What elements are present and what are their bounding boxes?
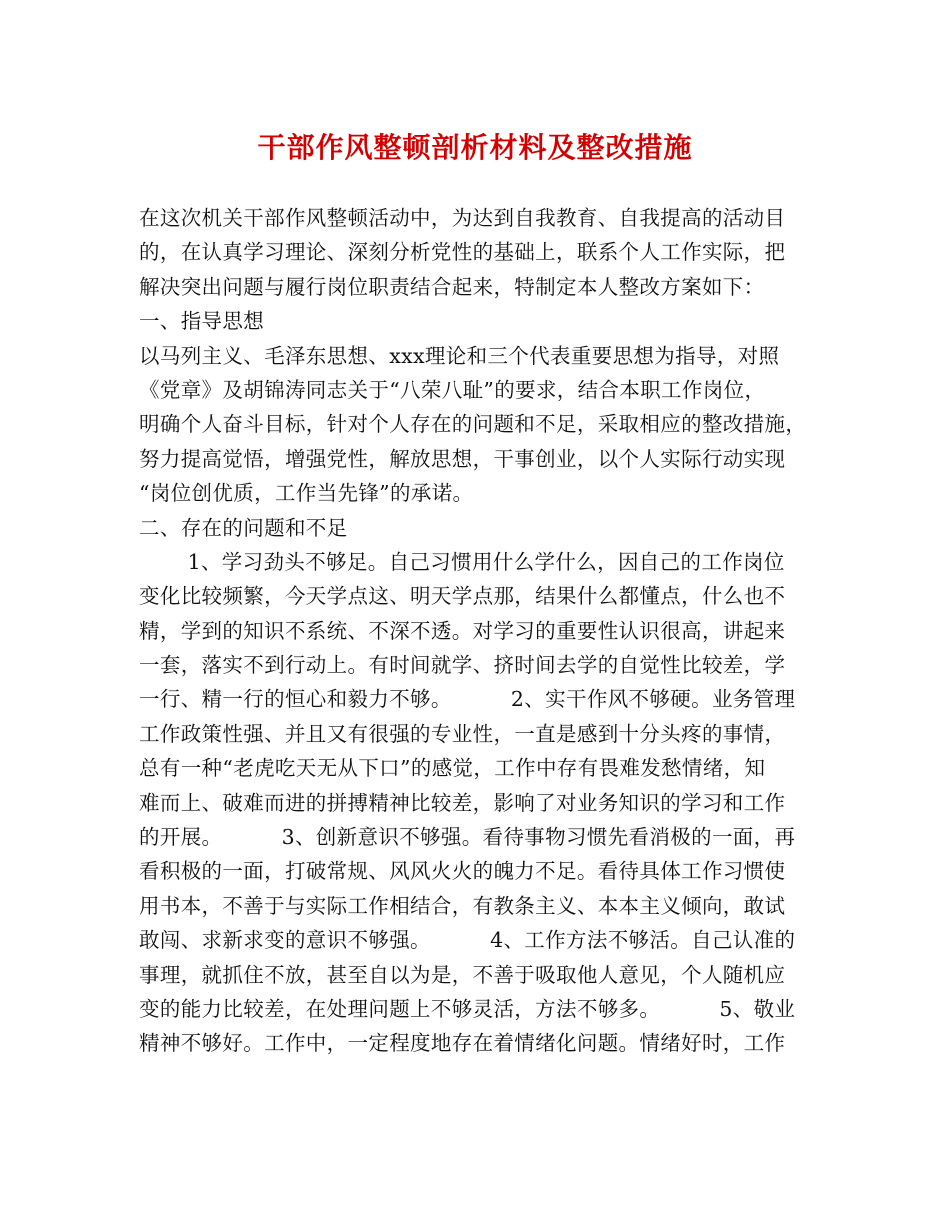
- text-line: 精，学到的知识不系统、不深不透。对学习的重要性认识很高，讲起来: [139, 618, 786, 643]
- text-line: 难而上、破难而进的拼搏精神比较差，影响了对业务知识的学习和工作: [139, 790, 786, 815]
- text-line: 以马列主义、毛泽东思想、xxx理论和三个代表重要思想为指导，对照: [139, 343, 780, 368]
- text-line: 《党章》及胡锦涛同志关于“八荣八耻”的要求，结合本职工作岗位，: [139, 377, 766, 402]
- text-line: 看积极的一面，打破常规、风风火火的魄力不足。看待具体工作习惯使: [139, 859, 786, 884]
- text-line: 努力提高觉悟，增强党性，解放思想，干事创业，以个人实际行动实现: [139, 446, 786, 471]
- text-line: 一套，落实不到行动上。有时间就学、挤时间去学的自觉性比较差，学: [139, 653, 786, 678]
- text-line: 变化比较频繁，今天学点这、明天学点那，结果什么都懂点，什么也不: [139, 584, 786, 609]
- text-line: 的，在认真学习理论、深刻分析党性的基础上，联系个人工作实际，把: [139, 240, 786, 265]
- document-title: 干部作风整顿剖析材料及整改措施: [257, 131, 693, 164]
- text-line: 工作政策性强、并且又有很强的专业性，一直是感到十分头疼的事情，: [139, 721, 786, 746]
- text-line: 总有一种“老虎吃天无从下口”的感觉，工作中存有畏难发愁情绪，知: [139, 756, 766, 781]
- text-line: 事理，就抓住不放，甚至自以为是，不善于吸取他人意见，个人随机应: [139, 962, 786, 987]
- document-body: [139, 201, 819, 1061]
- text-line: 用书本，不善于与实际工作相结合，有教条主义、本本主义倾向，敢试: [139, 893, 786, 918]
- text-line: 敢闯、求新求变的意识不够强。 4、工作方法不够活。自己认准的: [139, 928, 796, 953]
- text-line: 解决突出问题与履行岗位职责结合起来，特制定本人整改方案如下：: [139, 274, 765, 299]
- text-line: “岗位创优质，工作当先锋”的承诺。: [139, 481, 474, 506]
- text-line: 变的能力比较差，在处理问题上不够灵活，方法不够多。 5、敬业: [139, 996, 796, 1021]
- text-line: 精神不够好。工作中，一定程度地存在着情绪化问题。情绪好时，工作: [139, 1031, 786, 1056]
- text-line: 二、存在的问题和不足: [139, 515, 348, 540]
- text-line: 的开展。 3、创新意识不够强。看待事物习惯先看消极的一面，再: [139, 825, 796, 850]
- text-line: 在这次机关干部作风整顿活动中，为达到自我教育、自我提高的活动目: [139, 206, 786, 230]
- text-line: 一、指导思想: [139, 309, 265, 334]
- text-line: 明确个人奋斗目标，针对个人存在的问题和不足，采取相应的整改措施，: [139, 412, 807, 437]
- text-line: 一行、精一行的恒心和毅力不够。 2、实干作风不够硬。业务管理: [139, 687, 796, 712]
- text-line: 1、学习劲头不够足。自己习惯用什么学什么，因自己的工作岗位: [139, 549, 785, 574]
